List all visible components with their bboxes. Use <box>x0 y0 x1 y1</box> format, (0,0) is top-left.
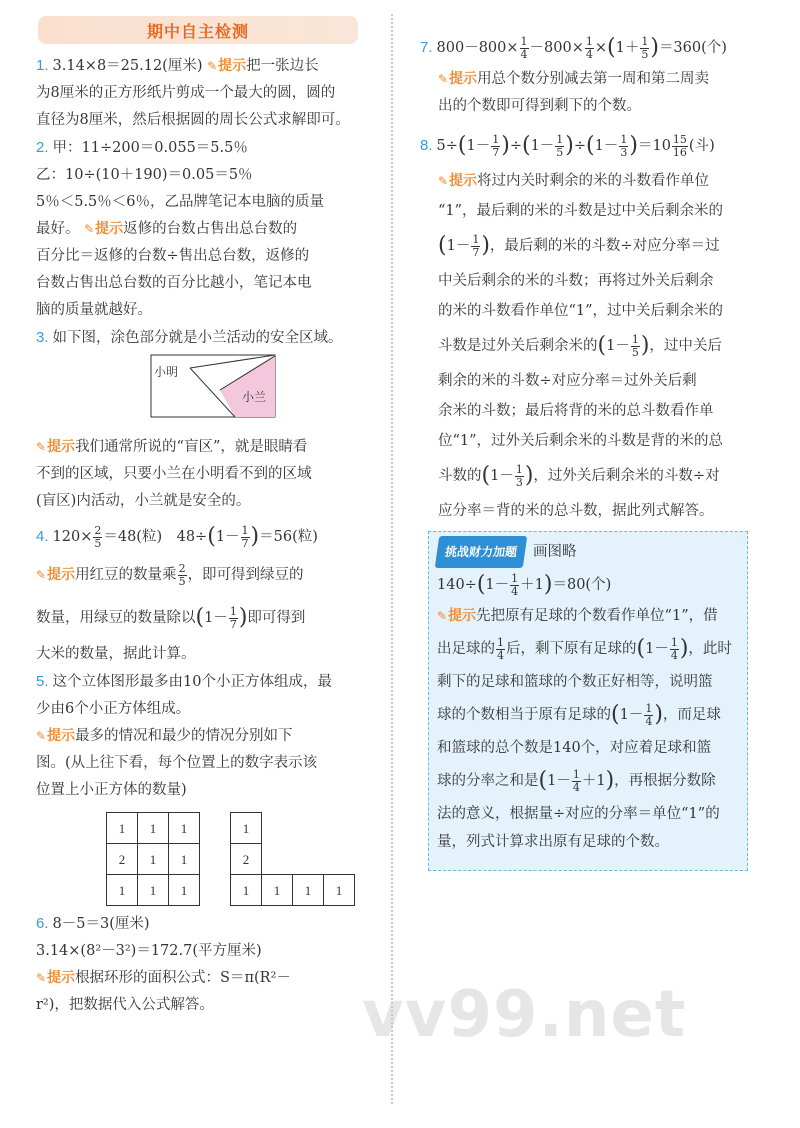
fraction <box>640 36 649 61</box>
grid-cell: 2 <box>231 844 262 875</box>
answer-line: 3.14×(8²－3²)＝172.7(平方厘米) <box>36 943 262 959</box>
hint-line: 1－ <box>645 641 669 657</box>
hint-line: 1－ <box>446 238 471 254</box>
denominator: 3 <box>620 145 628 159</box>
equation-part: 140÷ <box>437 577 477 593</box>
numerator: 1 <box>520 34 528 48</box>
hint-line: 1－ <box>619 707 644 723</box>
hint-pen-icon: ✎ <box>36 971 47 985</box>
numerator: 1 <box>472 232 480 246</box>
hint-line: 即可得到 <box>247 610 306 626</box>
fraction <box>619 134 628 159</box>
denominator: 4 <box>497 648 504 662</box>
grid-cell: 1 <box>293 875 324 906</box>
watermark-text: vv99.net <box>362 978 687 1052</box>
numerator: 1 <box>556 132 564 146</box>
hint-label: 提示 <box>47 567 76 583</box>
denominator: 7 <box>472 245 480 259</box>
equation-part: 800－800× <box>436 40 519 56</box>
hint-line: 为8厘米的正方形纸片剪成一个最大的圆，圆的 <box>36 85 336 101</box>
fraction <box>178 563 187 588</box>
grid-cell: 1 <box>169 875 200 906</box>
hint-line: 的米的斗数看作单位“1”，过中关后剩余米的 <box>438 303 724 319</box>
numerator: 1 <box>497 635 504 649</box>
hint-line: 位“1”，过外关后剩余米的斗数是背的米的总 <box>438 433 724 449</box>
hint-line: 和篮球的总个数是140个，对应着足球和篮 <box>437 740 712 756</box>
hint-line: 后，剩下原有足球的 <box>506 641 637 657</box>
hint-pen-icon: ✎ <box>36 440 47 454</box>
fraction <box>241 525 250 550</box>
section-title-banner <box>38 16 358 44</box>
numerator: 1 <box>631 332 639 346</box>
hint-line: 剩下的足球和篮球的个数正好相等，说明篮 <box>437 674 713 690</box>
fraction <box>631 334 640 359</box>
hint-pen-icon: ✎ <box>438 72 449 86</box>
hint-line: 出足球的 <box>437 641 495 657</box>
label-xiaolan: 小兰 <box>242 390 267 404</box>
grid-cell: 1 <box>262 875 293 906</box>
grid-cell: 1 <box>107 813 138 844</box>
section-title: 期中自主检测 <box>146 21 249 41</box>
fraction <box>555 134 564 159</box>
hint-label: 提示 <box>95 221 124 237</box>
grid-cell: 1 <box>169 844 200 875</box>
hint-line: 1－ <box>490 468 514 484</box>
hint-line: 百分比＝返修的台数÷售出总台数，返修的 <box>36 248 310 264</box>
denominator: 7 <box>229 617 237 631</box>
grid-cell: 1 <box>107 875 138 906</box>
fraction <box>644 703 653 728</box>
denominator: 7 <box>241 536 249 550</box>
equation-part: 5÷ <box>436 138 458 154</box>
numerator: 1 <box>620 132 628 146</box>
equation-part: ＝48(粒) 48÷ <box>103 529 208 545</box>
hint-line: 根据环形的面积公式：S＝π(R²－ <box>75 970 291 986</box>
denominator: 4 <box>520 47 528 61</box>
hint-line: ，最后剩的米的斗数÷对应分率＝过 <box>489 238 720 254</box>
answer-line: 最好。 <box>36 221 80 237</box>
hint-label: 提示 <box>47 439 76 455</box>
hint-line: ，此时 <box>688 641 732 657</box>
column-divider <box>391 14 393 1104</box>
fraction <box>520 36 529 61</box>
challenge-box: 挑战财力加题 画图略 140÷(1－ $\frac{1}{4}$ ＋1)＝80(个) ✎提示先把原有足球的个数看作单位“1”，借 出足球的 $\frac{1}{4}$ 后，剩下原有足球的(1－ $\frac{1}{4}$ )，此时 剩下的足球和篮球的个数正好相等，说明篮 球的个数相当于原有足球的(1－ $\frac{1}{4}$ )，而足球 和篮球的总个数是140个，对应着足球和篮 球的分率之和是(1－ $\frac{1}{4}$ ＋1)，再根据分数除 法的意义，根据量÷对应的分率＝单位“1”的 量，列式计算求出原有足球的个数。 <box>428 531 748 871</box>
hint-line: ，即可得到绿豆的 <box>187 567 304 583</box>
hint-line: “1”，最后剩的米的斗数是过中关后剩余米的 <box>438 203 724 219</box>
hint-line: 台数占售出总台数的百分比越小，笔记本电 <box>36 275 312 291</box>
hint-line: 大米的数量，据此计算。 <box>36 646 196 662</box>
hint-line: 用总个数分别减去第一周和第二周卖 <box>477 71 710 87</box>
denominator: 4 <box>670 648 678 662</box>
grid-cell: 1 <box>231 875 262 906</box>
equation-part: 1－ <box>485 577 510 593</box>
hint-line: 直径为8厘米，然后根据圆的周长公式求解即可。 <box>36 112 350 128</box>
hint-line: (盲区)内活动，小兰就是安全的。 <box>36 493 251 509</box>
numerator: 1 <box>572 767 580 781</box>
equation-part: 1－ <box>594 138 619 154</box>
hint-line: 量，列式计算求出原有足球的个数。 <box>437 834 669 850</box>
question-3 <box>36 324 372 515</box>
hint-label: 提示 <box>47 728 76 744</box>
right-column <box>420 30 760 526</box>
numerator: 1 <box>241 523 249 537</box>
hint-pen-icon: ✎ <box>207 59 218 73</box>
hint-line: 1－ <box>606 338 630 354</box>
question-4: 4. 120× $\frac{2}{5}$ ＝48(粒) 48÷(1－ $\frac{1}{7}$ )＝56(粒) ✎提示用红豆的数量乘 $\frac{2}{5}$ ，即可得到绿豆的 数量，用绿豆的数量除以(1－ $\frac{1}{7}$ )即可得到 大米的数量，据此计算。 <box>36 519 372 668</box>
challenge-tag: 挑战财力加题 <box>435 536 528 568</box>
question-number: 7. <box>420 39 433 56</box>
hint-line: 数量，用绿豆的数量除以 <box>36 610 196 626</box>
hint-line: ＋1 <box>581 773 606 789</box>
fraction <box>510 573 519 598</box>
hint-pen-icon: ✎ <box>36 729 47 743</box>
hint-line: 1－ <box>547 773 571 789</box>
equation-part: 1－ <box>215 529 240 545</box>
answer-line: 如下图，涂色部分就是小兰活动的安全区域。 <box>52 330 343 346</box>
hint-line: 出的个数即可得到剩下的个数。 <box>438 98 641 114</box>
hint-line: 斗数是过外关后剩余米的 <box>438 338 598 354</box>
equation-part: ＝56(粒) <box>259 529 318 545</box>
numerator: 1 <box>229 604 237 618</box>
fraction <box>670 637 679 662</box>
equation-part: ＝360(个) <box>658 40 727 56</box>
numerator: 1 <box>641 34 649 48</box>
denominator: 5 <box>631 345 639 359</box>
numerator: 1 <box>515 462 523 476</box>
equation-part: 1－ <box>530 138 555 154</box>
fraction <box>93 525 102 550</box>
hint-pen-icon: ✎ <box>84 222 95 236</box>
fraction <box>515 464 524 489</box>
hint-line: 余米的斗数；最后将背的米的总斗数看作单 <box>438 403 714 419</box>
equation-part: ÷ <box>509 138 522 154</box>
hint-line: 用红豆的数量乘 <box>75 567 177 583</box>
denominator: 4 <box>572 780 580 794</box>
fraction <box>229 606 238 631</box>
equation-part: ＝10 <box>637 138 671 154</box>
question-6 <box>36 910 372 1019</box>
hint-line: 法的意义，根据量÷对应的分率＝单位“1”的 <box>437 806 720 822</box>
numerator: 2 <box>94 523 102 537</box>
grid-cell: 1 <box>138 844 169 875</box>
question-2 <box>36 134 372 324</box>
equation-part: ＝80(个) <box>552 577 612 593</box>
question-number: 3. <box>36 329 49 346</box>
answer-line: 乙：10÷(10＋190)＝0.05＝5％ <box>36 167 253 183</box>
equation-part: 1－ <box>466 138 491 154</box>
hint-line: 剩余的米的斗数÷对应分率＝过外关后剩 <box>438 373 697 389</box>
hint-line: 先把原有足球的个数看作单位“1”，借 <box>476 608 718 624</box>
hint-line: 位置上小正方体的数量) <box>36 782 187 798</box>
fraction <box>585 36 594 61</box>
answer-line: 8－5＝3(厘米) <box>52 916 150 932</box>
hint-line: 应分率＝背的米的总斗数，据此列式解答。 <box>438 503 714 519</box>
hint-label: 提示 <box>449 173 478 189</box>
hint-line: r²)，把数据代入公式解答。 <box>36 997 214 1013</box>
hint-line: ，再根据分数除 <box>614 773 716 789</box>
left-column <box>36 52 372 1019</box>
question-number: 2. <box>36 139 49 156</box>
denominator: 4 <box>585 47 593 61</box>
fraction <box>491 134 500 159</box>
fraction <box>496 637 505 662</box>
numerator: 1 <box>645 701 653 715</box>
equation-part: ＋1 <box>520 577 544 593</box>
grid-cell: 1 <box>138 875 169 906</box>
equation-part: ÷ <box>573 138 587 154</box>
fraction <box>572 769 581 794</box>
hint-line: 我们通常所说的“盲区”，就是眼睛看 <box>75 439 308 455</box>
equation-part: × <box>594 40 608 56</box>
hint-line: 脑的质量就越好。 <box>36 302 152 318</box>
challenge-note: 画图略 <box>533 544 577 560</box>
question-number: 1. <box>36 57 49 74</box>
denominator: 5 <box>94 536 102 550</box>
hint-line: 球的分率之和是 <box>437 773 539 789</box>
grid-cell: 1 <box>138 813 169 844</box>
answer-line: 少由6个小正方体组成。 <box>36 701 191 717</box>
grid-cell: 1 <box>324 875 355 906</box>
answer-line: 5％＜5.5％＜6％，乙品牌笔记本电脑的质量 <box>36 194 325 210</box>
fraction <box>672 134 688 159</box>
label-xiaoming: 小明 <box>154 365 179 379</box>
question-8: 8. 5÷(1－ $\frac{1}{7}$ )÷(1－ $\frac{1}{5}$ )÷(1－ $\frac{1}{3}$ )＝10 $\frac{15}{16}$ (斗) ✎提示将过内关时剩余的米的斗数看作单位 “1”，最后剩的米的斗数是过中关后剩余米的 (1－ $\frac{1}{7}$ )，最后剩的米的斗数÷对应分率＝过 中关后剩余的米的斗数；再将过外关后剩余 的米的斗数看作单位“1”，过中关后剩余米的 斗数是过外关后剩余米的(1－ $\frac{1}{5}$ )，过中关后 剩余的米的斗数÷对应分率＝过外关后剩 余米的斗数；最后将背的米的总斗数看作单 位“1”，过外关后剩余米的斗数是背的米的总 斗数的(1－ $\frac{1}{3}$ )，过外关后剩余米的斗数÷对 应分率＝背的米的总斗数，据此列式解答。 <box>420 126 760 526</box>
hint-line: ，而足球 <box>662 707 721 723</box>
denominator: 3 <box>515 475 523 489</box>
hint-pen-icon: ✎ <box>437 609 448 623</box>
numerator: 1 <box>511 571 519 585</box>
hint-line: 图。(从上往下看，每个位置上的数字表示该 <box>36 755 318 771</box>
answer-line: 甲：11÷200＝0.055＝5.5％ <box>52 140 248 156</box>
denominator: 5 <box>556 145 564 159</box>
denominator: 4 <box>645 714 653 728</box>
hint-line: ，过外关后剩余米的斗数÷对 <box>533 468 720 484</box>
denominator: 16 <box>672 145 687 159</box>
grid-cell: 1 <box>231 813 262 844</box>
denominator: 5 <box>178 574 186 588</box>
question-number: 5. <box>36 673 49 690</box>
grid-cell: 2 <box>107 844 138 875</box>
answer-line: 这个立体图形最多由10个小正方体组成，最 <box>52 674 332 690</box>
hint-line: 斗数的 <box>438 468 482 484</box>
denominator: 7 <box>492 145 500 159</box>
question-number: 6. <box>36 915 49 932</box>
equation-part: 1＋ <box>615 40 640 56</box>
equation-part: －800× <box>529 40 584 56</box>
grid-min <box>230 812 355 906</box>
numerator: 2 <box>178 561 186 575</box>
fraction <box>471 234 480 259</box>
equation-part: (斗) <box>688 138 715 154</box>
question-number: 8. <box>420 137 433 154</box>
question-5 <box>36 668 372 906</box>
equation-part: 120× <box>52 529 93 545</box>
hint-label: 提示 <box>449 71 478 87</box>
grid-max <box>106 812 200 906</box>
numerator: 1 <box>492 132 500 146</box>
hint-pen-icon: ✎ <box>36 568 47 582</box>
hint-line: 返修的台数占售出总台数的 <box>123 221 298 237</box>
hint-label: 提示 <box>218 58 247 74</box>
hint-line: 将过内关时剩余的米的斗数看作单位 <box>477 173 710 189</box>
numerator: 1 <box>670 635 678 649</box>
numerator: 1 <box>585 34 593 48</box>
hint-line: ，过中关后 <box>649 338 722 354</box>
blind-spot-diagram <box>150 354 276 418</box>
hint-pen-icon: ✎ <box>438 174 449 188</box>
denominator: 5 <box>641 47 649 61</box>
question-1 <box>36 52 372 134</box>
hint-label: 提示 <box>47 970 76 986</box>
hint-line: 1－ <box>204 610 228 626</box>
question-7: 7. 800－800× $\frac{1}{4}$ －800× $\frac{1}{4}$ ×(1＋ $\frac{1}{5}$ )＝360(个) ✎提示用总个数分别减去第一周和第二周卖 出的个数即可得到剩下的个数。 <box>420 30 760 120</box>
hint-line: 把一张边长 <box>246 58 319 74</box>
grid-cell: 1 <box>169 813 200 844</box>
answer-line: 3.14×8＝25.12(厘米) <box>52 58 203 74</box>
numerator: 15 <box>672 132 687 146</box>
hint-line: 球的个数相当于原有足球的 <box>437 707 611 723</box>
denominator: 4 <box>511 584 519 598</box>
hint-label: 提示 <box>448 608 477 624</box>
hint-line: 最多的情况和最少的情况分别如下 <box>75 728 293 744</box>
question-number: 4. <box>36 528 49 545</box>
hint-line: 中关后剩余的米的斗数；再将过外关后剩余 <box>438 273 714 289</box>
hint-line: 不到的区域，只要小兰在小明看不到的区域 <box>36 466 312 482</box>
cube-count-grids <box>106 812 372 906</box>
